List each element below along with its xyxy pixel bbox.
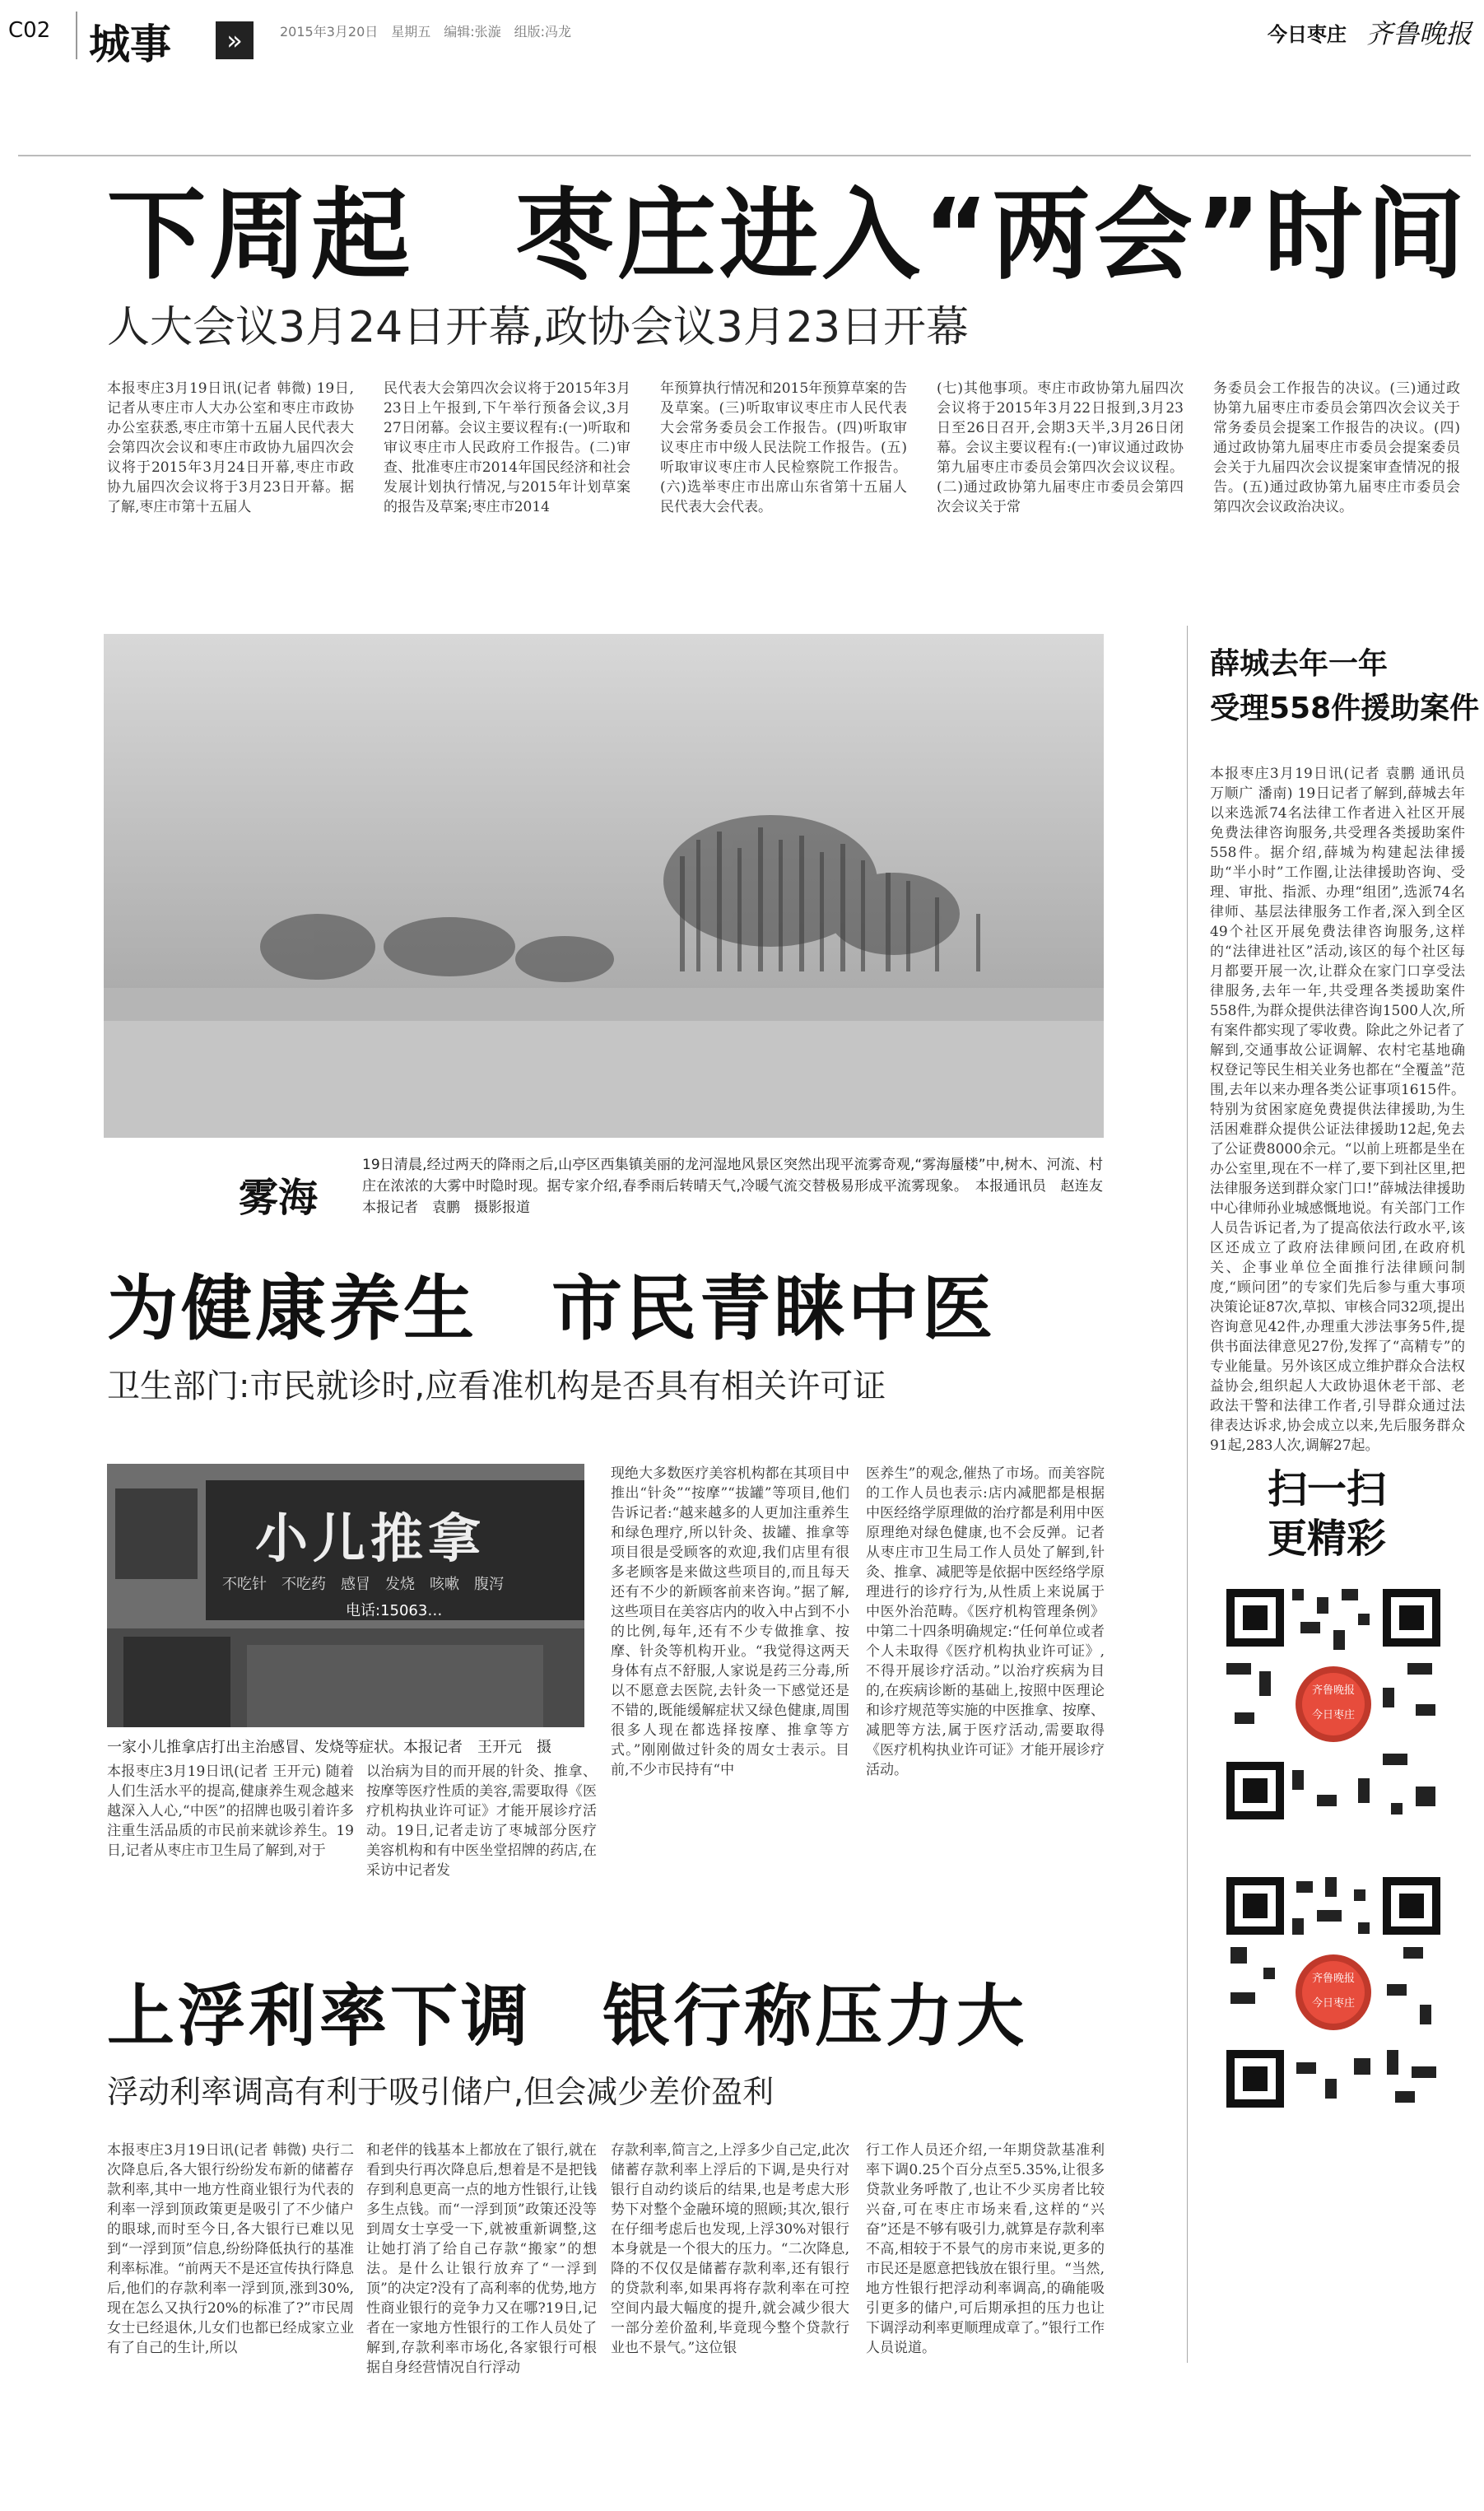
qr-code-2-graphic xyxy=(1210,1861,1457,2124)
article2-subhead: 卫生部门:市民就诊时,应看准机构是否具有相关许可证 xyxy=(107,1367,886,1405)
fog-photo-caption: 19日清晨,经过两天的降雨之后,山亭区西集镇美丽的龙河湿地风景区突然出现平流雾奇观,“雾海蜃楼”中,树木、河流、村庄在浓浓的大雾中时隐时现。据专家介绍,春季雨后转晴天气,冷暖气流交替极易形成平流雾现象。 本报通讯员 赵连友 本报记者 袁鹏 摄影报道 xyxy=(362,1157,1117,1216)
article2-col-3: 现绝大多数医疗美容机构都在其项目中推出“针灸”“按摩”“拔罐”等项目,他们告诉记者:“越来越多的人更加注重养生和绿色理疗,所以针灸、拔罐、推拿等项目很是受顾客的欢迎,我们店里有很多老顾客是来做这些项目的,而且每天还有不少的新顾客前来咨询。”据了解,这些项目在美容店内的收入中占到不小的比例,每年,还有不少专做推拿、按摩、针灸等机构开业。“我觉得这两天身体有点不舒服,人家说是药三分毒,所以不愿意去医院,去针灸一下感觉还是不错的,既能缓解症状又绿色健康,周围很多人现在都选择按摩、推拿等方式。”刚刚做过针灸的周女士表示。目前,不少市民持有“中 xyxy=(611,1465,849,1778)
article3-col-2: 和老伴的钱基本上都放在了银行,就在看到央行再次降息后,想着是不是把钱存到利息更高一点的地方性银行,让钱多生点钱。而“一浮到顶”政策还没等到周女士享受一下,就被重新调整,这让她打消了给自己存款“搬家”的想法。是什么让银行放弃了“一浮到顶”的决定?没有了高利率的优势,地方性商业银行的竞争力又在哪?19日,记者在一家地方性银行的工作人员处了解到,存款利率市场化,各家银行可根据自身经营情况自行浮动 xyxy=(366,2142,597,2376)
article2-col-4: 医养生”的观念,催热了市场。而美容院的工作人员也表示:店内减肥都是根据中医经络学原理做的治疗都是利用中医原理绝对绿色健康,也不会反弹。记者从枣庄市卫生局工作人员处了解到,针灸、推拿、减肥等是依据中医经络学原理进行的诊疗行为,从性质上来说属于中医外治范畴。《医疗机构管理条例》中第二十四条明确规定:“任何单位或者个人未取得《医疗机构执业许可证》,不得开展诊疗活动。”以治疗疾病为目的,在疾病诊断的基础上,按照中医理论和诊疗规范等实施的中医推拿、按摩、减肥等方法,属于医疗活动,需要取得《医疗机构执业许可证》才能开展诊疗活动。 xyxy=(866,1465,1105,1778)
sidebar-body: 本报枣庄3月19日讯(记者 袁鹏 通讯员 万顺广 潘南) 19日记者了解到,薛城去年以来选派74名法律工作者进入社区开展免费法律咨询服务,共受理各类援助案件558件。据介绍,薛城为构建起法律援助“半小时”工作圈,让法律援助咨询、受理、审批、指派、办理“组团”,选派74名律师、基层法律服务工作者,深入到全区49个社区开展免费法律咨询服务,这样的“法律进社区”活动,该区的每个社区每月都要开展一次,让群众在家门口享受法律服务,去年一年,共受理各类援助案件558件,为群众提供法律咨询1500人次,所有案件都实现了零收费。除此之外记者了解到,交通事故公证调解、农村宅基地确权登记等民生相关业务也都在“全覆盖”范围,去年以来办理各类公证事项1615件。特别为贫困家庭免费提供法律援助,为生活困难群众提供公证法律援助12起,免去了公证费8000余元。“以前上班都是坐在办公室里,现在不一样了,要下到社区里,把法律服务送到群众家门口!”薛城法律援助中心律师孙业城感慨地说。有关部门工作人员告诉记者,为了提高依法行政水平,该区还成立了政府法律顾问团,在政府机关、企事业单位全面推行法律顾问制度,“顾问团”的专家们先后参与重大事项决策论证87次,草拟、审核合同32项,提出咨询意见42件,办理重大涉法事务5件,提供书面法律意见27份,发挥了“高精专”的专业能量。另外该区成立维护群众合法权益协会,组织起人大政协退休老干部、老政法干警和法律工作者,引导群众通过法律表达诉求,协会成立以来,先后服务群众91起,283人次,调解27起。 xyxy=(1210,766,1465,1454)
sidebar-divider xyxy=(1187,626,1188,2363)
qr-code-1-badge-a: 齐鲁晚报 xyxy=(1311,1684,1355,1697)
qr-code-2[interactable] xyxy=(1210,1861,1457,2124)
qr-code-1[interactable] xyxy=(1210,1572,1457,1836)
header-divider xyxy=(76,12,77,59)
article2-col-2: 以治病为目的而开展的针灸、推拿、按摩等医疗性质的美容,需要取得《医疗机构执业许可证》才能开展诊疗活动。19日,记者走访了枣城部分医疗美容机构和有中医坐堂招牌的药店,在采访中记者发 xyxy=(366,1763,597,1879)
qr-code-2-badge-a: 齐鲁晚报 xyxy=(1311,1973,1355,1985)
qr-code-1-graphic xyxy=(1210,1572,1457,1836)
sidebar-headline-2: 受理558件援助案件 xyxy=(1210,692,1480,725)
article3-col-1: 本报枣庄3月19日讯(记者 韩微) 央行二次降息后,各大银行纷纷发布新的储蓄存款利率,其中一地方性商业银行为代表的利率一浮到顶政策更是吸引了不少储户的眼球,而时至今日,各大银行已难以见到“一浮到顶”信息,纷纷降低执行的基准利率标准。“前两天不是还宣传执行降息后,他们的存款利率一浮到顶,涨到30%,现在怎么又执行20%的标准了?”市民周女士已经退休,儿女们也都已经成家立业有了自己的生计,所以 xyxy=(107,2142,354,2356)
article2-col-1: 本报枣庄3月19日讯(记者 王开元) 随着人们生活水平的提高,健康养生观念越来越深入人心,“中医”的招牌也吸引着许多注重生活品质的市民前来就诊养生。19日,记者从枣庄市卫生局了解到,对于 xyxy=(107,1763,354,1859)
massage-photo-caption: 一家小儿推拿店打出主治感冒、发烧等症状。本报记者 王开元 摄 xyxy=(107,1739,551,1756)
article1-headline: 下周起 枣庄进入“两会”时间 xyxy=(107,179,1468,293)
fog-photo xyxy=(104,634,1104,1138)
article1-subhead: 人大会议3月24日开幕,政协会议3月23日开幕 xyxy=(107,303,970,352)
section-arrow-icon: » xyxy=(216,21,254,59)
shop-sign xyxy=(206,1480,584,1620)
sidebar-headline-1: 薛城去年一年 xyxy=(1210,647,1389,681)
massage-shop-photo xyxy=(107,1464,584,1727)
qr-code-1-badge-b: 今日枣庄 xyxy=(1311,1709,1355,1721)
article3-headline: 上浮利率下调 银行称压力大 xyxy=(107,1978,1028,2056)
article2-headline: 为健康养生 市民青睐中医 xyxy=(107,1268,996,1350)
article1-col-4: (七)其他事项。枣庄市政协第九届四次会议将于2015年3月22日报到,3月23日至26日召开,会期3天半,3月26日闭幕。会议主要议程有:(一)审议通过政协第九届枣庄市委员会第四次会议议程。(二)通过政协第九届枣庄市委员会第四次会议关于常 xyxy=(937,380,1184,515)
issue-meta: 2015年3月20日 星期五 编辑:张漩 组版:冯龙 xyxy=(280,24,572,40)
header-rule xyxy=(18,155,1471,156)
article1-col-5: 务委员会工作报告的决议。(三)通过政协第九届枣庄市委员会第四次会议关于常务委员会提案工作报告的决议。(四)通过政协第九届枣庄市委员会提案委员会关于九届四次会议提案审查情况的报告。(五)通过政协第九届枣庄市委员会第四次会议政治决议。 xyxy=(1213,380,1460,515)
article1-col-2: 民代表大会第四次会议将于2015年3月23日上午报到,下午举行预备会议,3月27日闭幕。会议主要议程有:(一)听取和审议枣庄市人民政府工作报告。(二)审查、批准枣庄市2014年国民经济和社会发展计划执行情况,与2015年计划草案的报告及草案;枣庄市2014 xyxy=(384,380,630,515)
qr-code-2-badge-b: 今日枣庄 xyxy=(1311,1997,1355,2010)
newspaper-logo: 齐鲁晚报 xyxy=(1366,18,1472,49)
fog-photo-graphic xyxy=(104,634,1104,1138)
shop-sign-services: 不吃针 不吃药 感冒 发烧 咳嗽 腹泻 xyxy=(222,1576,504,1593)
article1-col-3: 年预算执行情况和2015年预算草案的告及草案。(三)听取审议枣庄市人民代表大会常务委员会工作报告。(四)听取审议枣庄市中级人民法院工作报告。(五)听取审议枣庄市人民检察院工作报告。(六)选举枣庄市出席山东省第十五届人民代表大会代表。 xyxy=(660,380,907,515)
scan-line-2: 更精彩 xyxy=(1268,1516,1387,1562)
scan-line-1: 扫一扫 xyxy=(1268,1466,1387,1512)
article3-col-3: 存款利率,简言之,上浮多少自己定,此次储蓄存款利率上浮后的下调,是央行对银行自动约谈后的结果,也是考虑大形势下对整个金融环境的照顾;其次,银行在仔细考虑后也发现,上浮30%对银行本身就是一个很大的压力。“二次降息,降的不仅仅是储蓄存款利率,还有银行的贷款利率,如果再将存款利率在可控空间内最大幅度的提升,就会减少很大一部分差价盈利,毕竟现今整个贷款行业也不景气。”这位银 xyxy=(611,2142,849,2356)
page-code: C02 xyxy=(8,18,51,43)
section-title: 城事 xyxy=(89,21,171,68)
article1-col-1: 本报枣庄3月19日讯(记者 韩微) 19日,记者从枣庄市人大办公室和枣庄市政协办公室获悉,枣庄市第十五届人民代表大会第四次会议和枣庄市政协九届四次会议将于2015年3月24日开幕,枣庄市政协九届四次会议将于3月23日开幕。据了解,枣庄市第十五届人 xyxy=(107,380,354,515)
shop-sign-text: 小儿推拿 xyxy=(255,1509,486,1570)
article3-subhead: 浮动利率调高有利于吸引储户,但会减少差价盈利 xyxy=(107,2074,775,2110)
shop-sign-phone: 电话:15063… xyxy=(346,1602,443,1619)
article3-col-4: 行工作人员还介绍,一年期贷款基准利率下调0.25个百分点至5.35%,让很多贷款业务呼散了,也让不少买房者比较兴奋,可在枣庄市场来看,这样的“兴奋”还是不够有吸引力,就算是存款利率不高,相较于不景气的房市来说,更多的市民还是愿意把钱放在银行里。“当然,地方性银行把浮动利率调高,的确能吸引更多的储户,可后期承担的压力也让下调浮动利率更顺理成章了。”银行工作人员说道。 xyxy=(866,2142,1105,2356)
edition-name: 今日枣庄 xyxy=(1268,23,1347,46)
fog-photo-title: 雾海 xyxy=(239,1175,319,1221)
